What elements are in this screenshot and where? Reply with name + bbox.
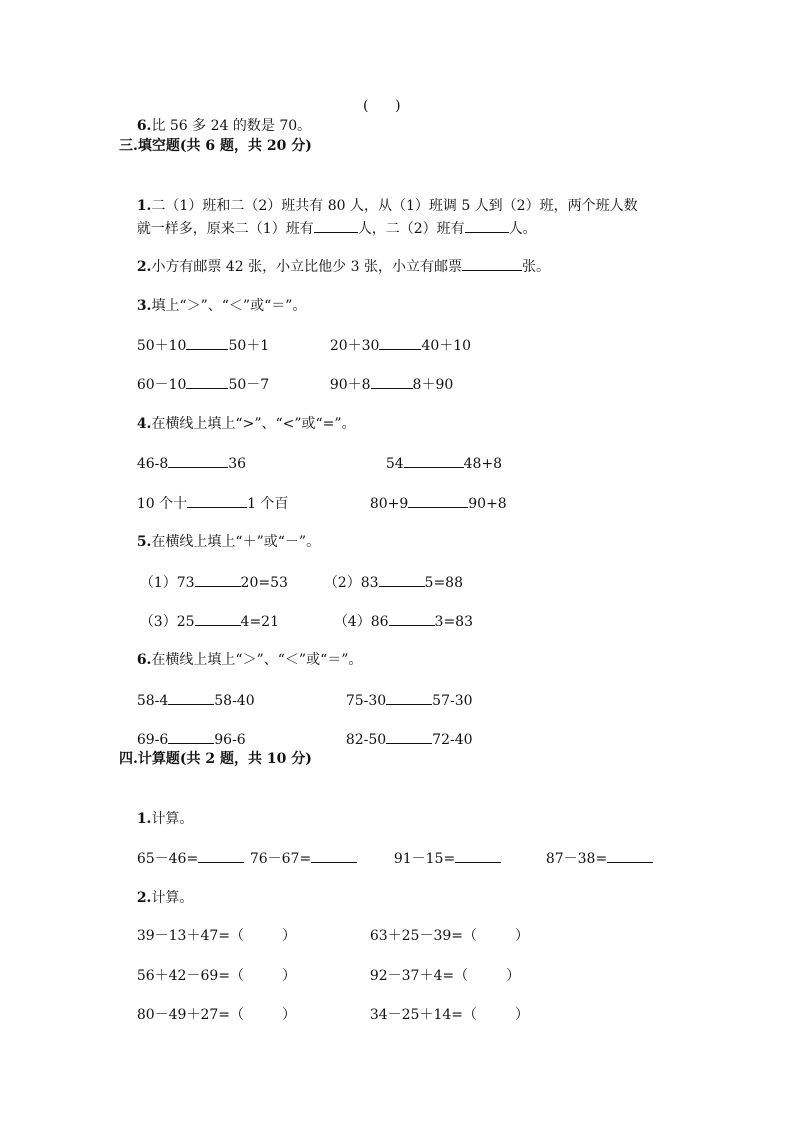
expression-left: 46-8: [136, 456, 169, 472]
expression-left: 90＋8: [329, 377, 371, 393]
expression-left: 50＋10: [136, 338, 187, 354]
expression-right: 58-40: [214, 693, 255, 709]
answer-blank[interactable]: [314, 218, 358, 233]
answer-parentheses[interactable]: ( ): [363, 98, 401, 114]
answer-blank[interactable]: [455, 848, 501, 863]
close-paren: ）: [515, 1007, 529, 1023]
expression: 87－38=: [545, 851, 608, 867]
expression-right: 20=53: [240, 575, 288, 591]
expression: 34－25＋14=（: [369, 1007, 477, 1023]
answer-blank[interactable]: [462, 256, 522, 271]
close-paren: ）: [282, 968, 296, 984]
question-text: 小方有邮票 42 张，小立比他少 3 张，小立有邮票: [151, 259, 462, 275]
expression-left: 54: [385, 456, 404, 472]
answer-blank[interactable]: [195, 611, 241, 626]
answer-blank[interactable]: [195, 572, 241, 587]
expression: 92－37＋4=（: [369, 968, 469, 984]
question-number: 4.: [136, 416, 152, 432]
answer-blank[interactable]: [168, 453, 228, 468]
expression-left: 58-4: [136, 693, 169, 709]
expression-right: 72-40: [432, 732, 473, 748]
answer-blank[interactable]: [386, 690, 432, 705]
question-text: 填上“＞”、“＜”或“＝”。: [151, 298, 307, 314]
expression-left: （2）83: [323, 575, 379, 591]
answer-blank[interactable]: [389, 611, 435, 626]
section-heading-fill-in: 三.填空题(共 6 题，共 20 分): [119, 138, 312, 154]
answer-blank[interactable]: [311, 848, 357, 863]
expression: 39－13＋47=（: [136, 928, 244, 944]
question-text: 在横线上填上“>”、“<”或“=”。: [151, 416, 356, 432]
answer-blank[interactable]: [404, 453, 464, 468]
answer-blank[interactable]: [187, 493, 247, 508]
expression-left: 82-50: [345, 732, 387, 748]
expression: 76－67=: [249, 851, 312, 867]
expression-right: 50－7: [228, 377, 270, 393]
expression-left: （1）73: [139, 575, 195, 591]
calc-item: [352, 985, 529, 1045]
calc-item: [528, 828, 653, 889]
expression-right: 96-6: [214, 732, 246, 748]
question-number: 1.: [136, 811, 152, 827]
answer-blank[interactable]: [186, 374, 228, 389]
expression-left: 20＋30: [329, 338, 380, 354]
expression-right: 5=88: [424, 575, 463, 591]
question-text: 就一样多，原来二（1）班有: [136, 221, 314, 237]
question-text: 人。: [508, 221, 537, 237]
expression-right: 50＋1: [228, 338, 270, 354]
question-number: 3.: [136, 298, 152, 314]
expression: 56＋42－69=（: [136, 968, 244, 984]
expression-right: 40＋10: [421, 338, 472, 354]
question-text: 二（1）班和二（2）班共有 80 人，从（1）班调 5 人到（2）班，两个班人数: [151, 198, 638, 214]
expression-right: 36: [228, 456, 247, 472]
question-number: 2.: [136, 890, 152, 906]
expression-right: 3=83: [434, 614, 473, 630]
expression: 91－15=: [393, 851, 456, 867]
question-text: 计算。: [151, 811, 194, 827]
question-text: 在横线上填上“＞”、“＜”或“＝”。: [151, 652, 363, 668]
expression: 65－46=: [136, 851, 199, 867]
close-paren: ）: [282, 928, 296, 944]
expression-right: 90+8: [468, 496, 507, 512]
question-number: 6.: [136, 652, 152, 668]
question-number: 2.: [136, 259, 152, 275]
question-text: 人，二（2）班有: [357, 221, 465, 237]
answer-blank[interactable]: [408, 493, 468, 508]
answer-blank[interactable]: [186, 335, 228, 350]
expression: 80－49＋27=（: [136, 1007, 244, 1023]
question-text: 在横线上填上“＋”或“－”。: [151, 534, 321, 550]
expression-left: 80+9: [369, 496, 409, 512]
answer-blank[interactable]: [379, 572, 425, 587]
question-text: 比 56 多 24 的数是 70。: [151, 118, 312, 134]
answer-blank[interactable]: [607, 848, 653, 863]
close-paren: ）: [506, 968, 521, 984]
expression-right: 57-30: [432, 693, 473, 709]
expression-right: 48+8: [463, 456, 503, 472]
expression-right: 4=21: [240, 614, 279, 630]
calc-item: [232, 828, 357, 889]
close-paren: ）: [515, 928, 529, 944]
close-paren: ）: [282, 1007, 296, 1023]
question-text: 计算。: [151, 890, 194, 906]
answer-blank[interactable]: [379, 335, 421, 350]
expression-right: 8＋90: [412, 377, 454, 393]
compare-item: [328, 709, 473, 770]
answer-blank[interactable]: [465, 218, 509, 233]
question-number: 1.: [136, 198, 152, 214]
question-number: 5.: [136, 534, 152, 550]
calc-item: [376, 828, 501, 889]
expression: 63＋25－39=（: [369, 928, 477, 944]
expression-left: 75-30: [345, 693, 387, 709]
expression-left: 10 个十: [136, 496, 188, 512]
expression-left: 69-6: [136, 732, 169, 748]
compare-item: [352, 473, 507, 534]
expression-left: （4）86: [333, 614, 389, 630]
expression-left: 60－10: [136, 377, 187, 393]
answer-blank[interactable]: [168, 729, 214, 744]
question-number: 6.: [136, 118, 152, 134]
answer-blank[interactable]: [168, 690, 214, 705]
question-text: 张。: [521, 259, 550, 275]
section-heading-calculation: 四.计算题(共 2 题，共 10 分): [119, 751, 312, 767]
answer-blank[interactable]: [386, 729, 432, 744]
expression-left: （3）25: [139, 614, 195, 630]
answer-blank[interactable]: [371, 374, 413, 389]
calc-item: [119, 985, 296, 1045]
expression-right: 1 个百: [247, 496, 289, 512]
